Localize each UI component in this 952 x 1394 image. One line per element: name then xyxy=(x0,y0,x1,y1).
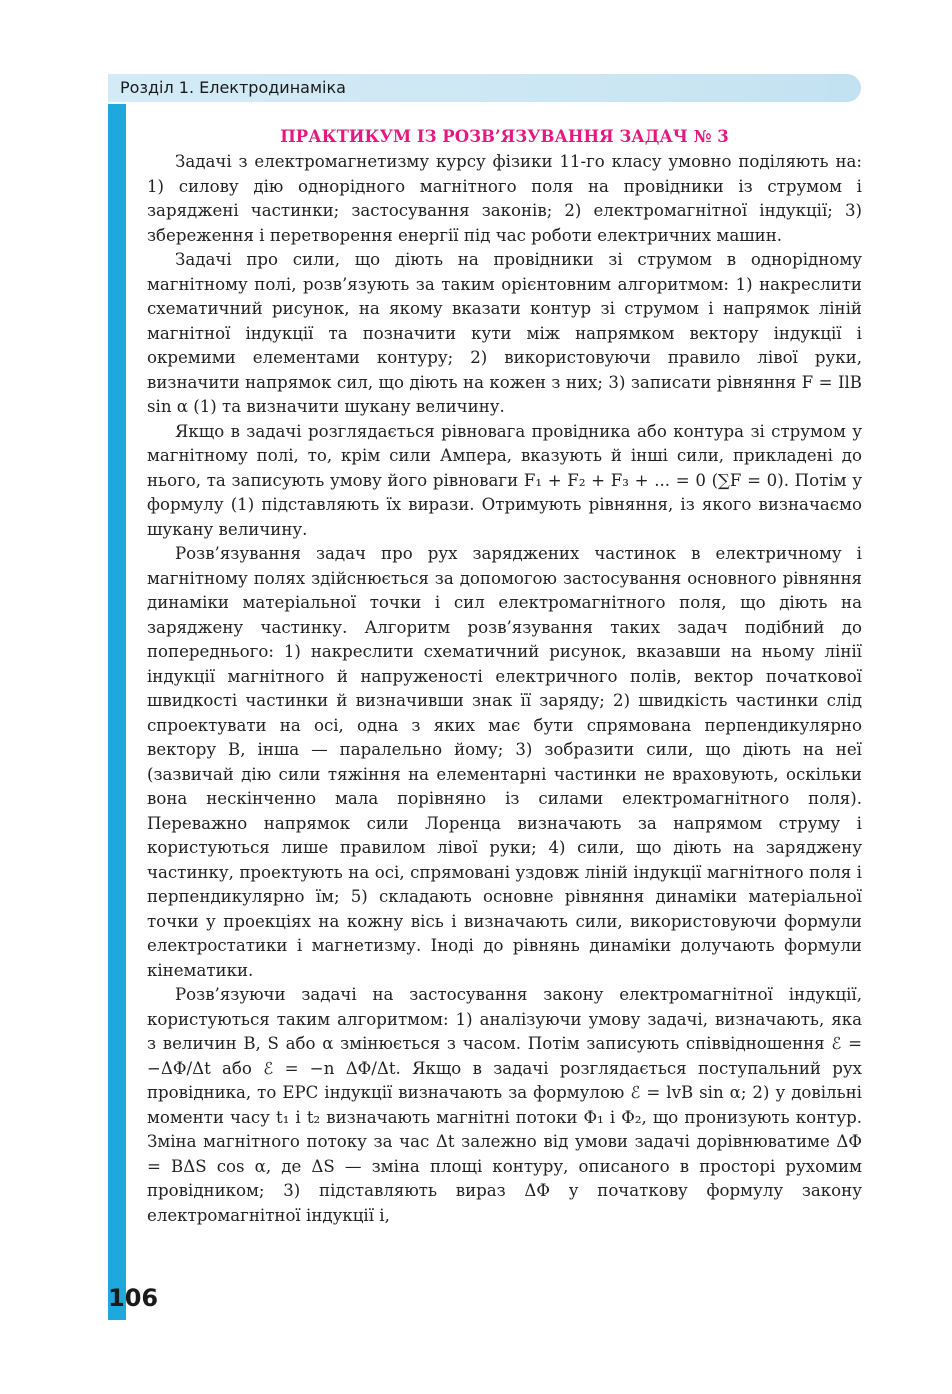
paragraph-2: Задачі про сили, що діють на провідники зі струмом в однорідному магнітному полі, розв’язують за таким орієнтовним алгоритмом: 1) накреслити схематичний рисунок, на якому вказати контур зі струмом і напрямок ліній магнітної індукції та позначити кути між напрямком вектору індукції і окремими елементами контуру; 2) використовуючи правило лівої руки, визначити напрямок сил, що діють на кожен з них; 3) записати рівняння F = IlB sin α (1) та визначити шукану величину. xyxy=(147,250,862,416)
paragraph-5: Розв’язуючи задачі на застосування закону електромагнітної індукції, користуються таким алгоритмом: 1) аналізуючи умову задачі, визначають, яка з величин B, S або α змінюється з часом. Потім записують співвідношення ℰ = −ΔΦ/Δt або ℰ = −n ΔΦ/Δt. Якщо в задачі розглядається поступальний рух провідника, то ЕРС індукції визначають за формулою ℰ = lvB sin α; 2) у довільні моменти часу t₁ і t₂ визначають магнітні потоки Φ₁ і Φ₂, що пронизують контур. Зміна магнітного потоку за час Δt залежно від умови задачі дорівнюватиме ΔΦ = BΔS cos α, де ΔS — зміна площі контуру, описаного в просторі рухомим провідником; 3) підставляють вираз ΔΦ у початкову формулу закону електромагнітної індукції і, xyxy=(147,985,862,1225)
side-stripe xyxy=(108,104,126,1320)
section-title: Розділ 1. Електродинаміка xyxy=(120,78,346,97)
page-number: 106 xyxy=(108,1284,159,1312)
page-content xyxy=(147,123,862,1228)
paragraph-1: Задачі з електромагнетизму курсу фізики 11-го класу умовно поділяють на: 1) силову дію однорідного магнітного поля на провідники із струмом і заряджені частинки; застосування законів; 2) електромагнітної індукції; 3) збереження і перетворення енергії під час роботи електричних машин. xyxy=(147,152,862,245)
page-title: ПРАКТИКУМ ІЗ РОЗВ’ЯЗУВАННЯ ЗАДАЧ № 3 xyxy=(280,127,729,146)
paragraph-3: Якщо в задачі розглядається рівновага провідника або контура зі струмом у магнітному полі, то, крім сили Ампера, вказують й інші сили, прикладені до нього, та записують умову його рівноваги F₁ + F₂ + F₃ + ... = 0 (∑F = 0). Потім у формулу (1) підставляють їх вирази. Отримують рівняння, із якого визначаємо шукану величину. xyxy=(147,421,862,539)
section-header xyxy=(108,74,861,102)
paragraph-4: Розв’язування задач про рух заряджених частинок в електричному і магнітному полях здійснюється за допомогою застосування основного рівняння динаміки матеріальної точки і сил електромагнітного поля, що діють на заряджену частинку. Алгоритм розв’язування таких задач подібний до попереднього: 1) накреслити схематичний рисунок, вказавши на ньому лінії індукції магнітного й напруженості електричного полів, вектор початкової швидкості частинки й визначивши знак її заряду; 2) швидкість частинки слід спроектувати на осі, одна з яких має бути спрямована перпендикулярно вектору B, інша — паралельно йому; 3) зобразити сили, що діють на неї (зазвичай дію сили тяжіння на елементарні частинки не враховують, оскільки вона нескінченно мала порівняно із силами електромагнітного поля). Переважно напрямок сили Лоренца визначають за напрямом струму і користуються лише правилом лівої руки; 4) сили, що діють на заряджену частинку, проектують на осі, спрямовані уздовж ліній індукції магнітного поля і перпендикулярно їм; 5) складають основне рівняння динаміки матеріальної точки у проекціях на кожну вісь і визначають сили, використовуючи формули електростатики і магнетизму. Іноді до рівнянь динаміки долучають формули кінематики. xyxy=(147,544,862,980)
